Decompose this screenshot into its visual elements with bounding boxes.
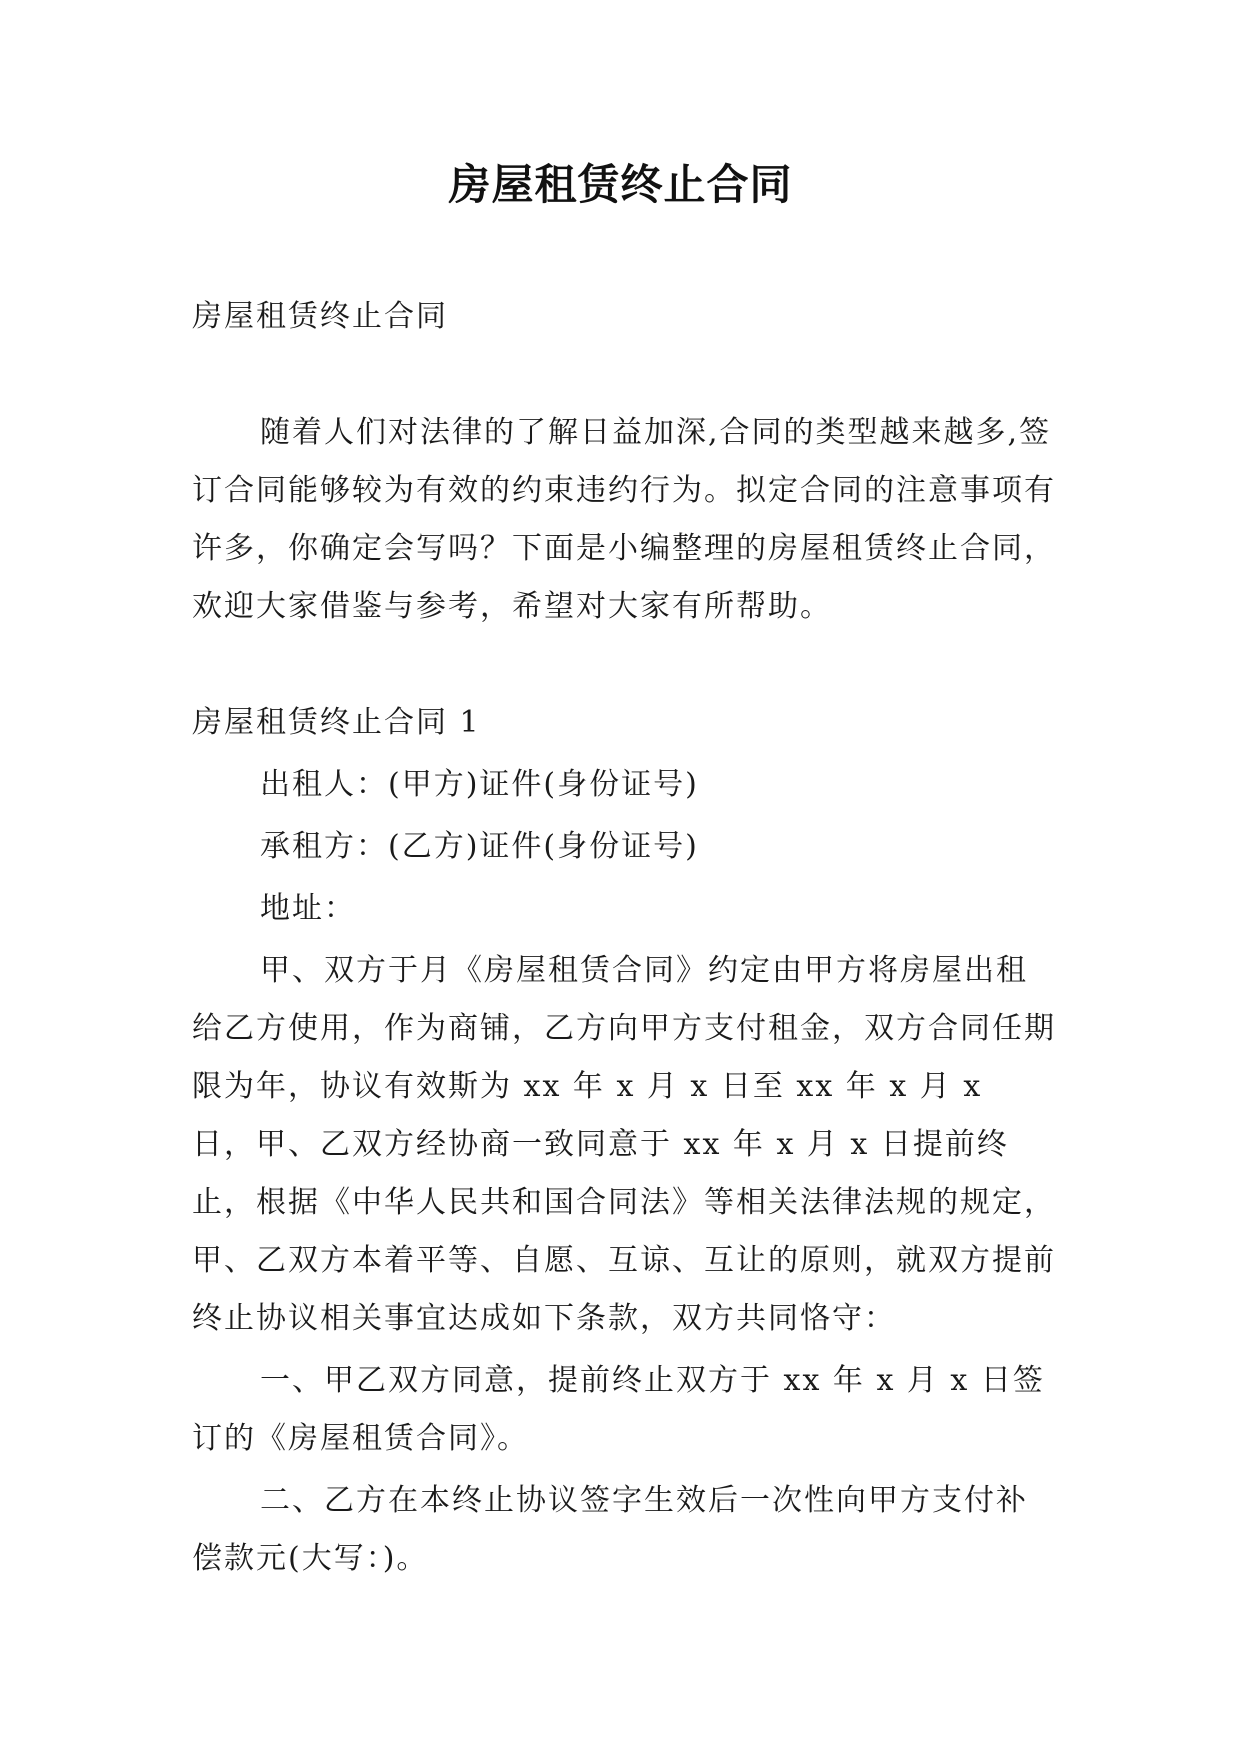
main-paragraph: 甲、双方于月《房屋租赁合同》约定由甲方将房屋出租给乙方使用，作为商铺，乙方向甲方支付租金，双方合同任期限为年，协议有效斯为 xx 年 x 月 x 日至 xx 年 x 月 x 日，甲、乙双方经协商一致同意于 xx 年 x 月 x 日提前终止，根据《中华人民共和国合同法》等相关法律法规的规定，甲、乙双方本着平等、自愿、互谅、互让的原则，就双方提前终止协议相关事宜达成如下条款，双方共同恪守：: [192, 953, 1056, 1336]
intro-paragraph: 随着人们对法律的了解日益加深,合同的类型越来越多,签订合同能够较为有效的约束违约行为。拟定合同的注意事项有许多，你确定会写吗？下面是小编整理的房屋租赁终止合同，欢迎大家借鉴与参考，希望对大家有所帮助。: [192, 415, 1056, 624]
lessor-line: 出租人：(甲方)证件(身份证号): [260, 767, 699, 802]
document-body: [192, 288, 1056, 1588]
lessee-line: 承租方：(乙方)证件(身份证号): [260, 829, 699, 864]
document-title: 房屋租赁终止合同: [448, 160, 793, 209]
section-heading: 房屋租赁终止合同 1: [192, 705, 481, 740]
clause-2: 二、乙方在本终止协议签字生效后一次性向甲方支付补偿款元(大写：)。: [192, 1483, 1028, 1576]
document-subtitle: 房屋租赁终止合同: [192, 299, 448, 334]
address-line: 地址：: [260, 891, 356, 926]
clause-1: 一、甲乙双方同意，提前终止双方于 xx 年 x 月 x 日签订的《房屋租赁合同》。: [192, 1363, 1045, 1456]
